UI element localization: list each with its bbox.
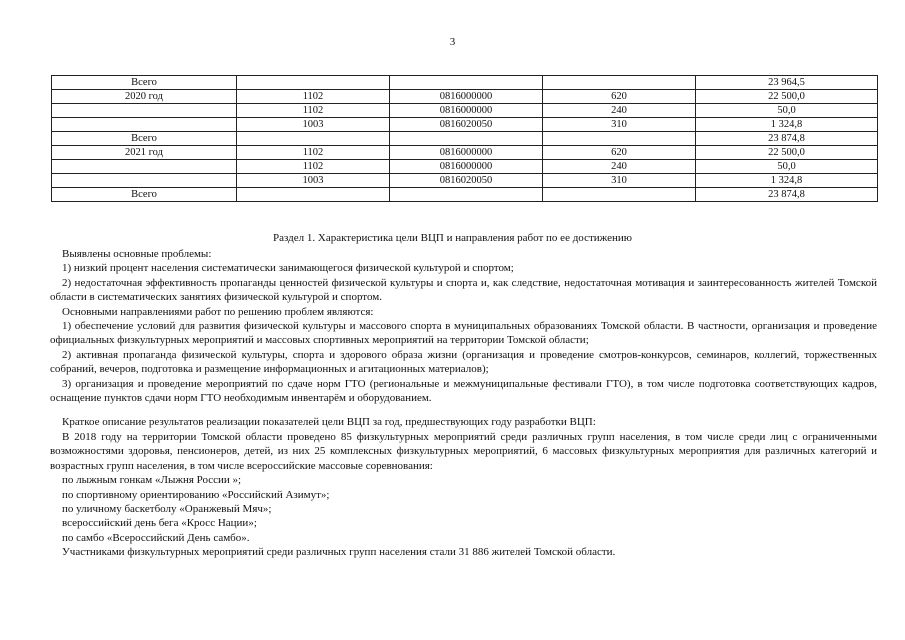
- table-cell-code1: [237, 132, 390, 146]
- list-item: по спортивному ориентированию «Российский Азимут»;: [62, 488, 330, 501]
- paragraph: 3) организация и проведение мероприятий по сдаче норм ГТО (региональные и межмуниципальные фестивали ГТО), в том числе подготовка соответствующих кадров, оснащение пунктов сдачи норм ГТО необходимым инвентарём и оборудованием.: [50, 377, 877, 405]
- section-title: Раздел 1. Характеристика цели ВЦП и направления работ по ее достижению: [273, 232, 632, 244]
- table-cell-amount: 23 874,8: [696, 188, 878, 202]
- table-row: [52, 174, 878, 188]
- budget-table: [51, 75, 878, 202]
- table-cell-amount: 1 324,8: [696, 174, 878, 188]
- table-cell-label: [52, 104, 237, 118]
- table-cell-label: 2020 год: [52, 90, 237, 104]
- table-cell-label: Всего: [52, 132, 237, 146]
- table-row: [52, 188, 878, 202]
- table-cell-code2: 0816000000: [390, 90, 543, 104]
- paragraph: 1) низкий процент населения систематически занимающегося физической культурой и спортом;: [62, 262, 514, 275]
- table-cell-code3: [543, 76, 696, 90]
- table-row: [52, 104, 878, 118]
- paragraph: Участниками физкультурных мероприятий среди различных групп населения стали 31 886 жителей Томской области.: [62, 546, 616, 559]
- table-cell-label: [52, 118, 237, 132]
- table-cell-code1: 1003: [237, 118, 390, 132]
- table-cell-amount: 23 874,8: [696, 132, 878, 146]
- table-cell-code2: [390, 188, 543, 202]
- table-row: [52, 90, 878, 104]
- table-cell-code3: [543, 132, 696, 146]
- list-item: по уличному баскетболу «Оранжевый Мяч»;: [62, 502, 272, 515]
- table-cell-code1: 1102: [237, 90, 390, 104]
- table-cell-code3: 620: [543, 90, 696, 104]
- table-row: [52, 160, 878, 174]
- table-cell-label: Всего: [52, 188, 237, 202]
- list-item: по лыжным гонкам «Лыжня России »;: [62, 474, 242, 487]
- table-cell-code1: [237, 76, 390, 90]
- table-cell-code3: 240: [543, 104, 696, 118]
- table-cell-code1: 1102: [237, 104, 390, 118]
- paragraph: Выявлены основные проблемы:: [62, 248, 212, 260]
- table-cell-amount: 50,0: [696, 160, 878, 174]
- table-cell-code2: 0816000000: [390, 160, 543, 174]
- table-cell-label: Всего: [52, 76, 237, 90]
- table-cell-code2: [390, 132, 543, 146]
- paragraph: Основными направлениями работ по решению проблем являются:: [62, 305, 374, 318]
- table-cell-label: [52, 160, 237, 174]
- list-item: всероссийский день бега «Кросс Нации»;: [62, 517, 257, 530]
- paragraph: 2) недостаточная эффективность пропаганды ценностей физической культуры и спорта и, как следствие, недостаточная мотивация и заинтересованность жителей Томской области в систематических занятиях физической культурой и спортом.: [50, 276, 877, 304]
- table-cell-amount: 50,0: [696, 104, 878, 118]
- table-cell-code1: [237, 188, 390, 202]
- body-text: [50, 247, 877, 560]
- table-cell-code2: 0816020050: [390, 174, 543, 188]
- table-cell-code1: 1102: [237, 146, 390, 160]
- table-row: [52, 118, 878, 132]
- table-cell-label: [52, 174, 237, 188]
- table-row: [52, 146, 878, 160]
- paragraph: 1) обеспечение условий для развития физической культуры и массового спорта в муниципальных образованиях Томской области. В частности, организация и проведение официальных физкультурных мероприятий и массовых спортивных мероприятий на территории Томской области;: [50, 320, 877, 347]
- table-cell-code1: 1102: [237, 160, 390, 174]
- table-cell-amount: 22 500,0: [696, 146, 878, 160]
- table-cell-code3: 620: [543, 146, 696, 160]
- table-cell-amount: 1 324,8: [696, 118, 878, 132]
- table-cell-code3: [543, 188, 696, 202]
- table-cell-amount: 23 964,5: [696, 76, 878, 90]
- page-number: 3: [449, 36, 456, 48]
- table-cell-code2: 0816020050: [390, 118, 543, 132]
- table-row: [52, 76, 878, 90]
- table-cell-code2: 0816000000: [390, 104, 543, 118]
- table-row: [52, 132, 878, 146]
- table-cell-label: 2021 год: [52, 146, 237, 160]
- table-cell-code1: 1003: [237, 174, 390, 188]
- paragraph: В 2018 году на территории Томской области проведено 85 физкультурных мероприятий среди различных групп населения, в том числе среди лиц с ограниченными возможностями здоровья, пенсионеров, детей, из них 25 комплексных физкультурных мероприятий, 6 массовых физкультурных мероприятия для различных категорий и возрастных групп населения, в том числе всероссийские массовые соревнования:: [50, 430, 877, 472]
- table-cell-code3: 310: [543, 174, 696, 188]
- table-cell-code2: 0816000000: [390, 146, 543, 160]
- paragraph: 2) активная пропаганда физической культуры, спорта и здорового образа жизни (организация и проведение смотров-конкурсов, семинаров, коллегий, торжественных собраний, вечеров, подготовка и размещение информационных и агитационных материалов);: [50, 348, 877, 376]
- table-cell-code2: [390, 76, 543, 90]
- table-cell-amount: 22 500,0: [696, 90, 878, 104]
- table-cell-code3: 240: [543, 160, 696, 174]
- paragraph: Краткое описание результатов реализации показателей цели ВЦП за год, предшествующих году разработки ВЦП:: [62, 416, 596, 429]
- table-cell-code3: 310: [543, 118, 696, 132]
- list-item: по самбо «Всероссийский День самбо».: [62, 531, 250, 544]
